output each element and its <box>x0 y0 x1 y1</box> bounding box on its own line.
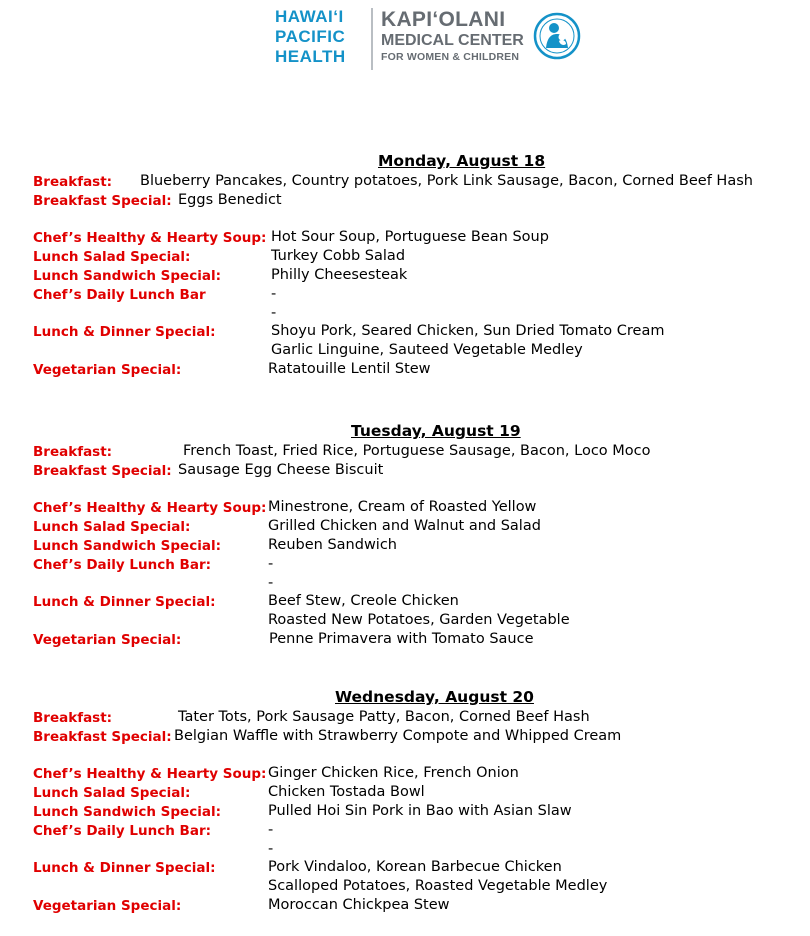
lunch-salad-label: Lunch Salad Special: <box>33 249 191 266</box>
lunch-dinner-value: Shoyu Pork, Seared Chicken, Sun Dried Tomato Cream <box>271 323 665 340</box>
lunch-sandwich-value: Pulled Hoi Sin Pork in Bao with Asian Slaw <box>268 803 572 819</box>
vegetarian-label: Vegetarian Special: <box>33 362 182 378</box>
breakfast-label: Breakfast: <box>33 444 113 460</box>
breakfast-value: Blueberry Pancakes, Country potatoes, Pork Link Sausage, Bacon, Corned Beef Hash <box>140 173 753 189</box>
lunch-bar-label: Chef’s Daily Lunch Bar: <box>33 556 212 573</box>
breakfast-label: Breakfast: <box>33 710 113 726</box>
day-title: Monday, August 18 <box>378 152 546 170</box>
day-title: Wednesday, August 20 <box>335 688 534 706</box>
lunch-salad-value: Chicken Tostada Bowl <box>268 784 425 801</box>
lunch-bar-value: - <box>268 555 274 572</box>
kapiolani-seal-icon <box>533 12 581 60</box>
breakfast-special-label: Breakfast Special: <box>33 192 172 209</box>
lunch-sandwich-label: Lunch Sandwich Special: <box>33 538 221 554</box>
lunch-salad-value: Grilled Chicken and Walnut and Salad <box>268 518 541 535</box>
lunch-bar-value: - <box>271 285 277 302</box>
lunch-bar-label: Chef’s Daily Lunch Bar: <box>33 822 212 839</box>
vegetarian-label: Vegetarian Special: <box>33 632 182 648</box>
breakfast-special-value: Eggs Benedict <box>178 191 282 208</box>
lunch-bar-value: - <box>268 821 274 838</box>
lunch-bar-value-2: - <box>271 304 277 321</box>
lunch-bar-value-2: - <box>268 574 274 591</box>
kapiolani-logo-text: KAPI‘OLANI MEDICAL CENTER FOR WOMEN & CHILDREN <box>381 8 524 63</box>
lunch-dinner-value-2: Garlic Linguine, Sauteed Vegetable Medley <box>271 342 583 359</box>
lunch-dinner-value: Beef Stew, Creole Chicken <box>268 593 459 610</box>
breakfast-value: Tater Tots, Pork Sausage Patty, Bacon, Corned Beef Hash <box>178 709 590 725</box>
breakfast-special-value: Sausage Egg Cheese Biscuit <box>178 461 384 478</box>
breakfast-special-value: Belgian Waffle with Strawberry Compote and Whipped Cream <box>174 727 622 744</box>
lunch-dinner-value-2: Roasted New Potatoes, Garden Vegetable <box>268 612 570 629</box>
lunch-salad-label: Lunch Salad Special: <box>33 785 191 802</box>
lunch-dinner-value-2: Scalloped Potatoes, Roasted Vegetable Medley <box>268 878 608 895</box>
vegetarian-value: Ratatouille Lentil Stew <box>268 361 431 377</box>
lunch-dinner-label: Lunch & Dinner Special: <box>33 860 216 877</box>
breakfast-value: French Toast, Fried Rice, Portuguese Sausage, Bacon, Loco Moco <box>183 443 651 459</box>
breakfast-label: Breakfast: <box>33 174 113 190</box>
breakfast-special-label: Breakfast Special: <box>33 462 172 479</box>
lunch-salad-label: Lunch Salad Special: <box>33 519 191 536</box>
logo-divider <box>371 8 373 70</box>
soup-value: Ginger Chicken Rice, French Onion <box>268 765 519 782</box>
lunch-sandwich-label: Lunch Sandwich Special: <box>33 804 221 820</box>
lunch-dinner-label: Lunch & Dinner Special: <box>33 594 216 611</box>
lunch-dinner-label: Lunch & Dinner Special: <box>33 324 216 341</box>
lunch-bar-value-2: - <box>268 840 274 857</box>
hawaii-pacific-health-logo: HAWAI‘I PACIFIC HEALTH <box>275 7 346 66</box>
breakfast-special-label: Breakfast Special: <box>33 728 172 745</box>
lunch-sandwich-value: Reuben Sandwich <box>268 537 397 553</box>
lunch-sandwich-value: Philly Cheesesteak <box>271 267 408 283</box>
vegetarian-value: Moroccan Chickpea Stew <box>268 897 450 913</box>
soup-label: Chef’s Healthy & Hearty Soup: <box>33 230 267 247</box>
lunch-dinner-value: Pork Vindaloo, Korean Barbecue Chicken <box>268 859 562 876</box>
lunch-sandwich-label: Lunch Sandwich Special: <box>33 268 221 284</box>
day-title: Tuesday, August 19 <box>351 422 521 440</box>
soup-label: Chef’s Healthy & Hearty Soup: <box>33 500 267 517</box>
soup-value: Minestrone, Cream of Roasted Yellow <box>268 499 537 516</box>
header-logo <box>0 0 810 80</box>
soup-label: Chef’s Healthy & Hearty Soup: <box>33 766 267 783</box>
vegetarian-label: Vegetarian Special: <box>33 898 182 914</box>
soup-value: Hot Sour Soup, Portuguese Bean Soup <box>271 229 549 246</box>
lunch-bar-label: Chef’s Daily Lunch Bar <box>33 286 206 303</box>
lunch-salad-value: Turkey Cobb Salad <box>271 248 406 265</box>
vegetarian-value: Penne Primavera with Tomato Sauce <box>269 631 534 647</box>
